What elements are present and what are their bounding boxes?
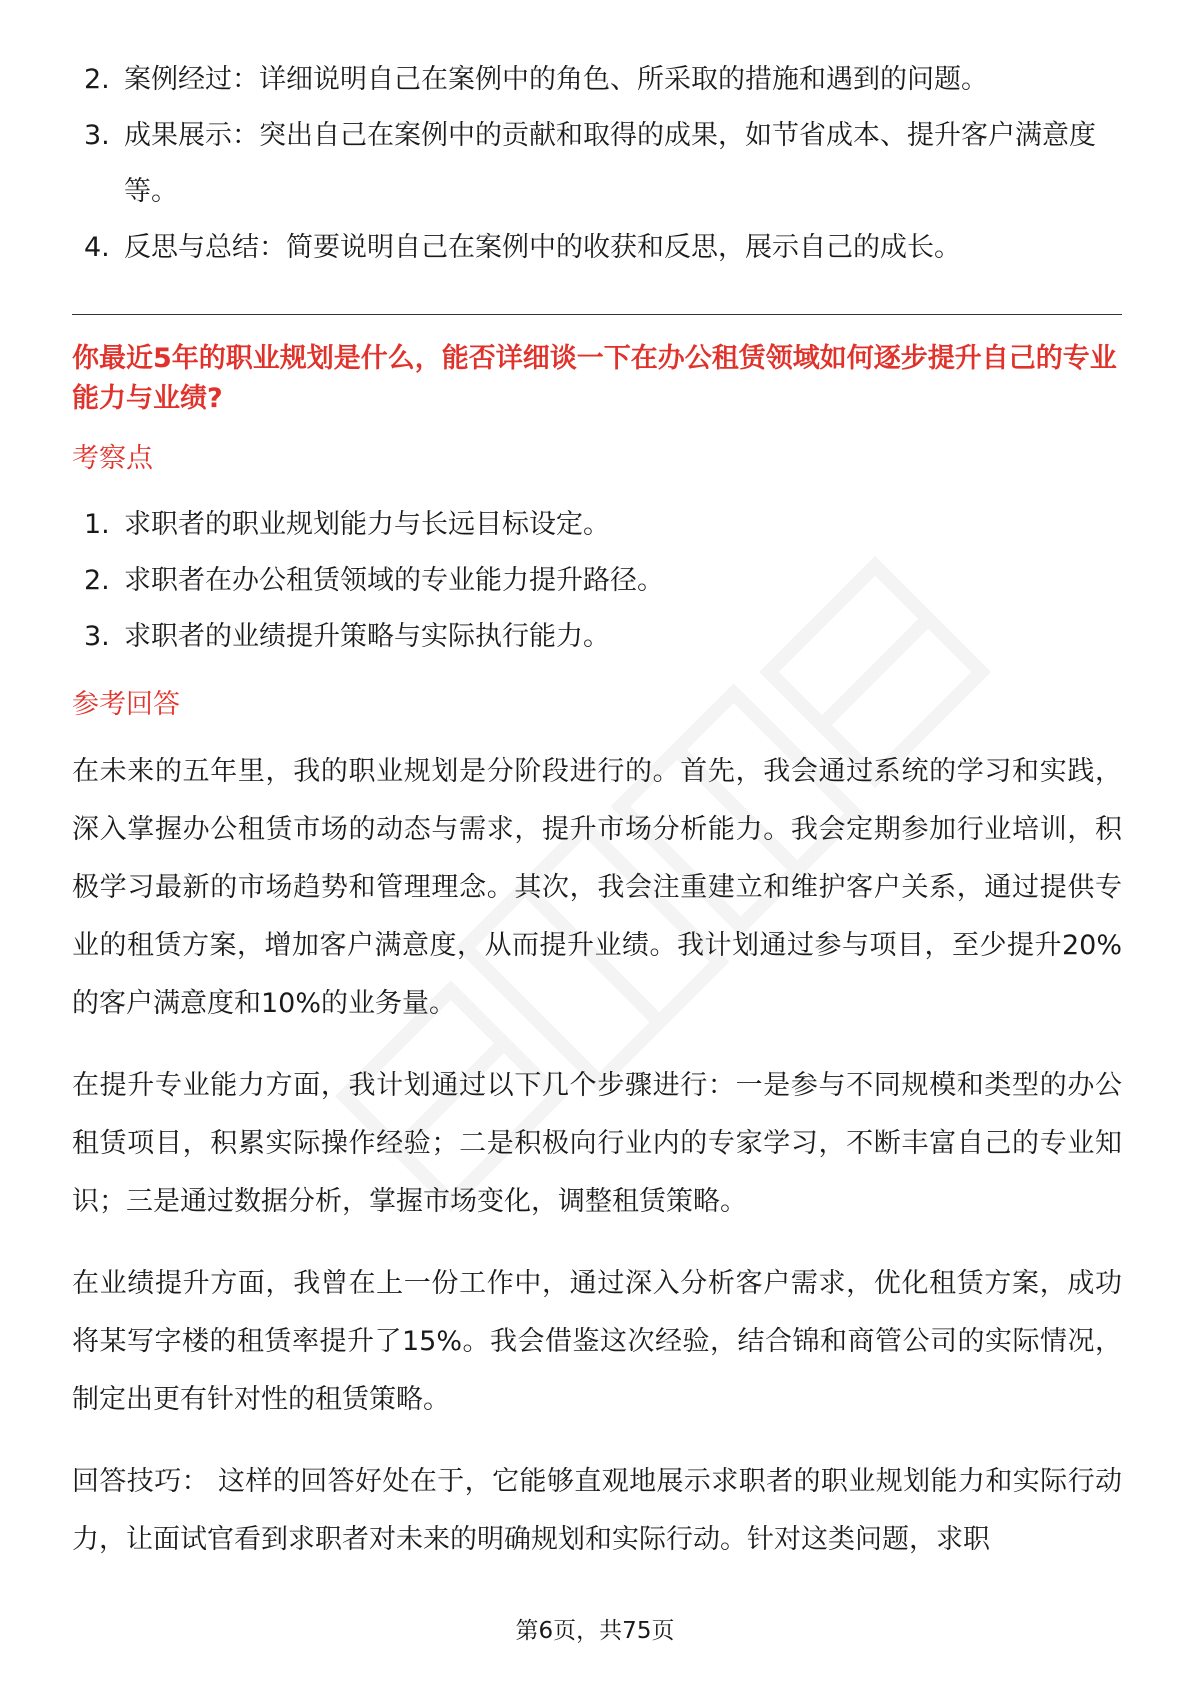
list-text: 案例经过：详细说明自己在案例中的角色、所采取的措施和遇到的问题。	[124, 64, 988, 95]
list-number: 3.	[84, 621, 110, 652]
list-text: 求职者在办公租赁领域的专业能力提升路径。	[124, 565, 664, 596]
list-item	[72, 220, 1122, 276]
answer-tips-paragraph: 回答技巧： 这样的回答好处在于，它能够直观地展示求职者的职业规划能力和实际行动力，让面试官看到求职者对未来的明确规划和实际行动。针对这类问题，求职	[72, 1466, 1122, 1555]
page-content	[72, 52, 1122, 1593]
list-number: 1.	[84, 509, 110, 540]
list-text: 求职者的职业规划能力与长远目标设定。	[124, 509, 610, 540]
answer-heading: 参考回答	[72, 689, 180, 720]
assessment-points-list	[72, 497, 1122, 665]
answer-paragraph: 在业绩提升方面，我曾在上一份工作中，通过深入分析客户需求，优化租赁方案，成功将某写字楼的租赁率提升了15%。我会借鉴这次经验，结合锦和商管公司的实际情况，制定出更有针对性的租赁策略。	[72, 1268, 1122, 1415]
list-number: 2.	[84, 64, 110, 95]
list-item	[72, 52, 1122, 108]
answer-paragraph: 在未来的五年里，我的职业规划是分阶段进行的。首先，我会通过系统的学习和实践，深入掌握办公租赁市场的动态与需求，提升市场分析能力。我会定期参加行业培训，积极学习最新的市场趋势和管理理念。其次，我会注重建立和维护客户关系，通过提供专业的租赁方案，增加客户满意度，从而提升业绩。我计划通过参与项目，至少提升20%的客户满意度和10%的业务量。	[72, 756, 1122, 1019]
list-text: 成果展示：突出自己在案例中的贡献和取得的成果，如节省成本、提升客户满意度等。	[124, 120, 1096, 207]
section-divider	[72, 314, 1122, 315]
interview-question: 你最近5年的职业规划是什么，能否详细谈一下在办公租赁领域如何逐步提升自己的专业能力与业绩?	[72, 343, 1117, 414]
answer-paragraph: 在提升专业能力方面，我计划通过以下几个步骤进行：一是参与不同规模和类型的办公租赁项目，积累实际操作经验；二是积极向行业内的专家学习，不断丰富自己的专业知识；三是通过数据分析，掌握市场变化，调整租赁策略。	[72, 1070, 1122, 1217]
list-number: 2.	[84, 565, 110, 596]
list-text: 反思与总结：简要说明自己在案例中的收获和反思，展示自己的成长。	[124, 232, 961, 263]
list-number: 4.	[84, 232, 110, 263]
list-item	[72, 497, 1122, 553]
list-text: 求职者的业绩提升策略与实际执行能力。	[124, 621, 610, 652]
list-item	[72, 553, 1122, 609]
list-item	[72, 108, 1122, 220]
points-heading: 考察点	[72, 443, 153, 474]
page-number: 第6页，共75页	[515, 1618, 675, 1644]
list-item	[72, 609, 1122, 665]
case-steps-list	[72, 52, 1122, 276]
list-number: 3.	[84, 120, 110, 151]
